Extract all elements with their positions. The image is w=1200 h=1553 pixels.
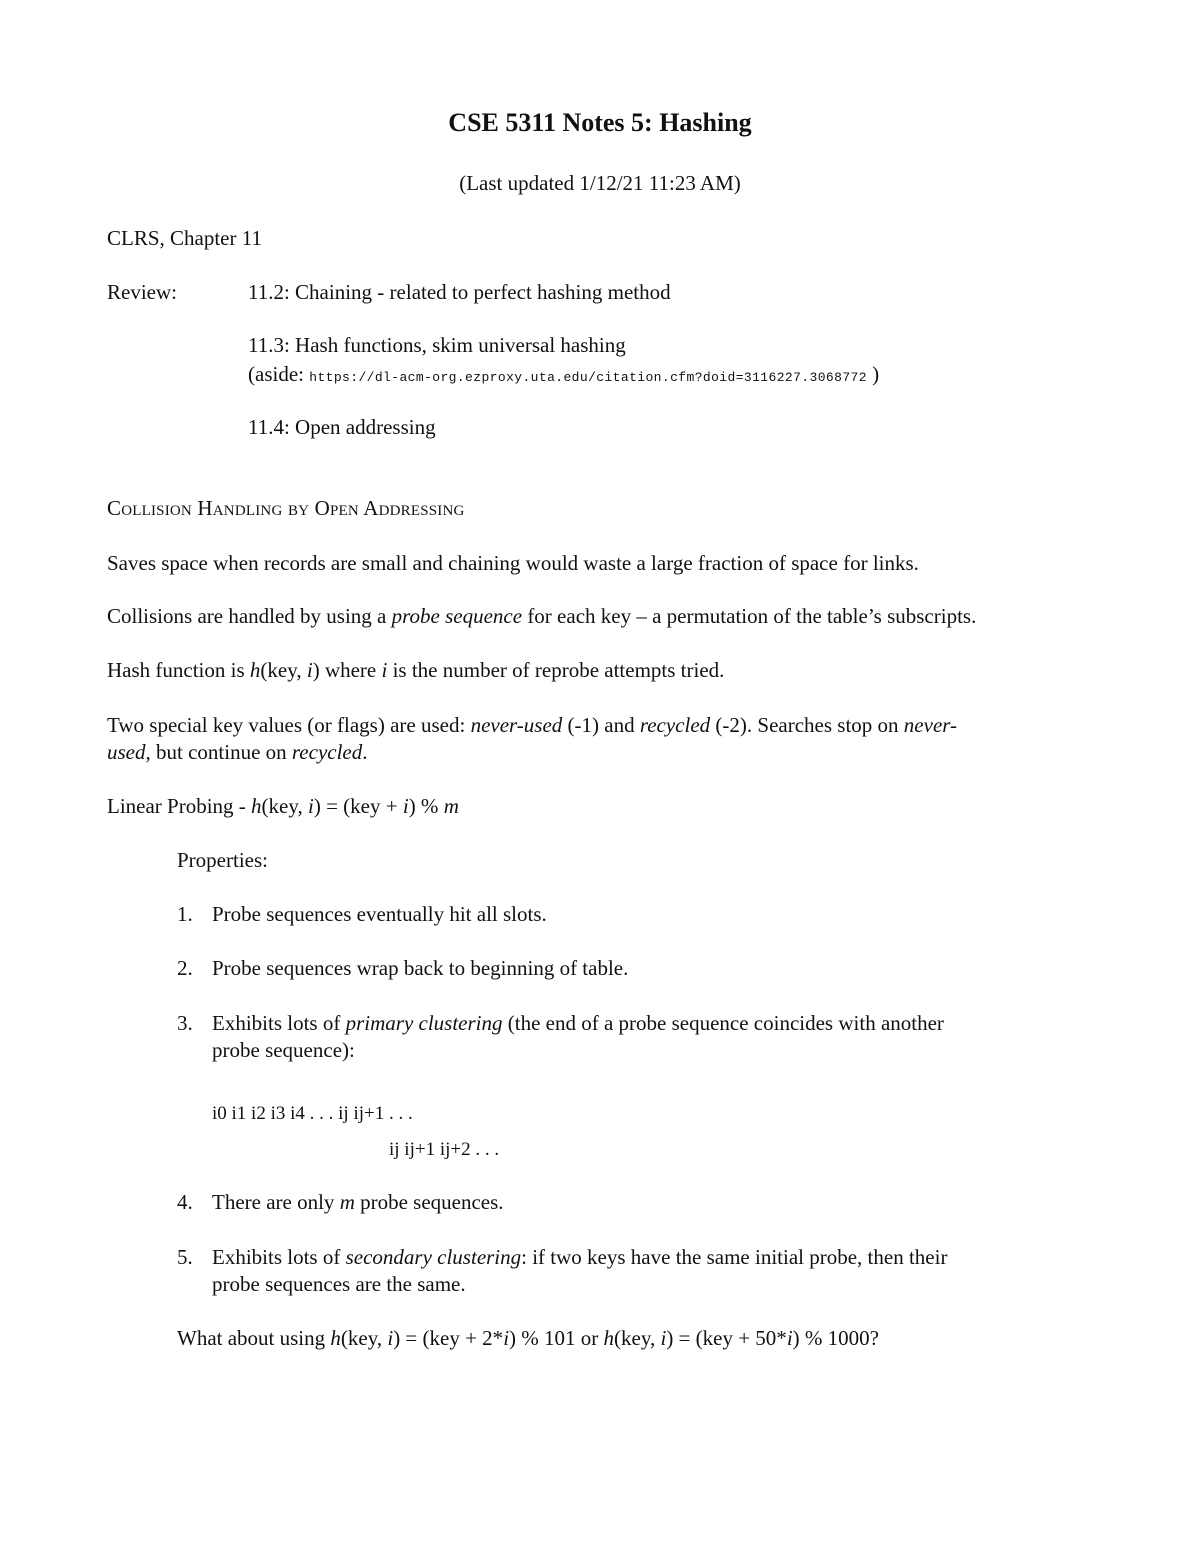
- chapter-reference: CLRS, Chapter 11: [107, 226, 262, 250]
- property-2: Probe sequences wrap back to beginning of table.: [212, 956, 629, 980]
- aside-close: ): [872, 362, 880, 386]
- closing-question: What about using h(key, i) = (key + 2*i) % 101 or h(key, i) = (key + 50*i) % 1000?: [177, 1326, 879, 1350]
- review-item-11-2: 11.2: Chaining - related to perfect hashing method: [248, 280, 671, 304]
- aside-open: (aside:: [248, 362, 304, 386]
- property-number-5: 5.: [177, 1245, 193, 1269]
- property-number-3: 3.: [177, 1011, 193, 1035]
- paragraph-saves-space: Saves space when records are small and chaining would waste a large fraction of space for links.: [107, 551, 919, 575]
- review-aside: [248, 361, 879, 391]
- paragraph-hash-function: Hash function is h(key, i) where i is the number of reprobe attempts tried.: [107, 658, 725, 682]
- linear-probing-formula: Linear Probing - h(key, i) = (key + i) % m: [107, 794, 459, 818]
- property-5-line2: probe sequences are the same.: [212, 1272, 466, 1296]
- paragraph-collisions: Collisions are handled by using a probe sequence for each key – a permutation of the table’s subscripts.: [107, 604, 977, 628]
- property-4: There are only m probe sequences.: [212, 1190, 504, 1214]
- last-updated: (Last updated 1/12/21 11:23 AM): [459, 171, 741, 195]
- probe-sequence-row2: ij ij+1 ij+2 . . .: [389, 1139, 500, 1160]
- property-number-2: 2.: [177, 956, 193, 980]
- property-number-1: 1.: [177, 902, 193, 926]
- probe-sequence-row1: i0 i1 i2 i3 i4 . . . ij ij+1 . . .: [212, 1103, 413, 1124]
- property-3-line1: Exhibits lots of primary clustering (the end of a probe sequence coincides with another: [212, 1011, 944, 1035]
- review-item-11-4: 11.4: Open addressing: [248, 415, 436, 439]
- review-label: Review:: [107, 280, 177, 304]
- property-1: Probe sequences eventually hit all slots.: [212, 902, 547, 926]
- aside-url-link[interactable]: https://dl-acm-org.ezproxy.uta.edu/citation.cfm?doid=3116227.3068772: [309, 370, 867, 385]
- paragraph-flags-line2: used, but continue on recycled.: [107, 740, 368, 764]
- section-heading: Collision Handling by Open Addressing: [107, 496, 465, 520]
- properties-label: Properties:: [177, 848, 268, 872]
- paragraph-flags-line1: Two special key values (or flags) are used: never-used (-1) and recycled (-2). Searches stop on never-: [107, 713, 958, 737]
- property-5-line1: Exhibits lots of secondary clustering: if two keys have the same initial probe, then their: [212, 1245, 948, 1269]
- property-3-line2: probe sequence):: [212, 1038, 355, 1062]
- property-number-4: 4.: [177, 1190, 193, 1214]
- page-title: CSE 5311 Notes 5: Hashing: [448, 108, 752, 137]
- review-item-11-3: 11.3: Hash functions, skim universal hashing: [248, 333, 626, 357]
